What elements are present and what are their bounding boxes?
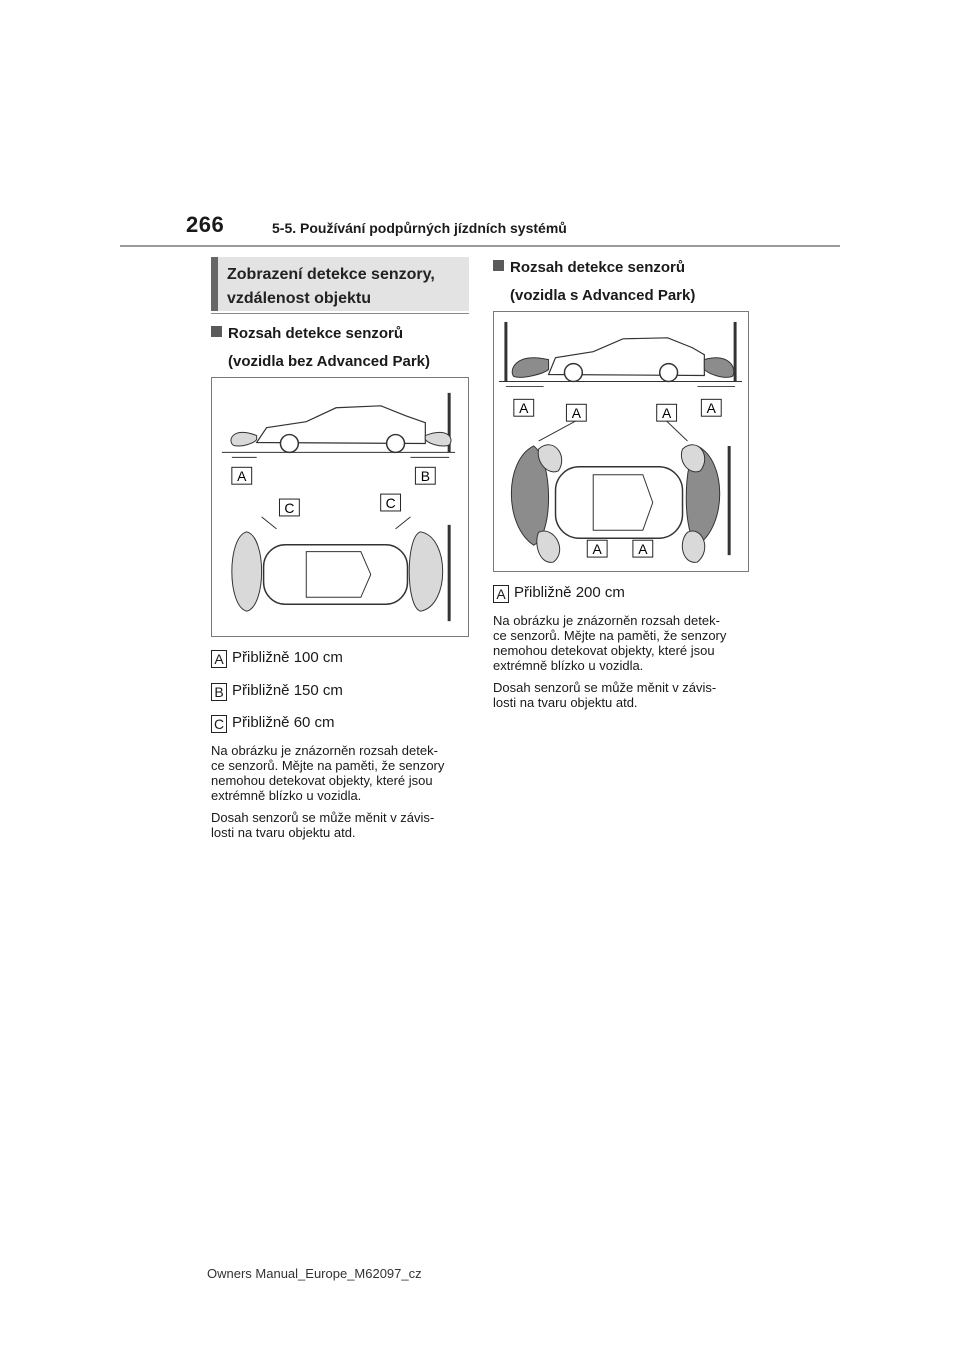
left-subheading: Rozsah detekce senzorů (vozidla bez Advanced Park) bbox=[211, 320, 430, 376]
page-number: 266 bbox=[186, 212, 225, 237]
right-paragraph-1: Na obrázku je znázorněn rozsah detek- ce senzorů. Mějte na paměti, že senzory nemohou detekovat objekty, které jsou extrémně blízko u vozidla. bbox=[493, 613, 727, 673]
fig-label-a2: A bbox=[571, 405, 581, 422]
legend-letter: B bbox=[211, 683, 227, 701]
sensor-range-figure-advanced-park bbox=[493, 311, 749, 572]
legend-item-a-advanced bbox=[493, 583, 625, 603]
legend-text: Přibližně 100 cm bbox=[232, 649, 343, 666]
legend-item-a bbox=[211, 648, 343, 668]
legend-letter: A bbox=[493, 585, 509, 603]
section-box-title bbox=[211, 257, 469, 311]
legend-letter: A bbox=[211, 650, 227, 668]
fig-label-c2: C bbox=[385, 494, 396, 511]
right-paragraph-2: Dosah senzorů se může měnit v závis- losti na tvaru objektu atd. bbox=[493, 680, 717, 710]
fig-label-a4: A bbox=[706, 400, 716, 417]
legend-item-b bbox=[211, 681, 343, 701]
fig-label-a5: A bbox=[592, 541, 602, 558]
box-title-line1: Zobrazení detekce senzory, bbox=[227, 266, 435, 283]
box-title-line2: vzdálenost objektu bbox=[227, 290, 372, 307]
square-bullet-icon bbox=[493, 260, 504, 271]
legend-text: Přibližně 150 cm bbox=[232, 682, 343, 699]
fig-label-a1: A bbox=[519, 400, 529, 417]
box-title-rule bbox=[211, 313, 469, 314]
legend-text: Přibližně 60 cm bbox=[232, 714, 335, 731]
fig-label-a3: A bbox=[662, 405, 672, 422]
left-paragraph-2: Dosah senzorů se může měnit v závis- losti na tvaru objektu atd. bbox=[211, 810, 435, 840]
fig-label-a: A bbox=[237, 468, 247, 485]
left-paragraph-1: Na obrázku je znázorněn rozsah detek- ce senzorů. Mějte na paměti, že senzory nemohou detekovat objekty, které jsou extrémně blízko u vozidla. bbox=[211, 743, 445, 803]
header-rule bbox=[120, 245, 840, 247]
sensor-range-figure-standard bbox=[211, 377, 469, 637]
fig-label-a6: A bbox=[638, 541, 648, 558]
legend-item-c bbox=[211, 713, 335, 733]
square-bullet-icon bbox=[211, 326, 222, 337]
legend-text: Přibližně 200 cm bbox=[514, 584, 625, 601]
section-title: 5-5. Používání podpůrných jízdních systémů bbox=[272, 220, 567, 236]
legend-letter: C bbox=[211, 715, 227, 733]
footer-doc-id: Owners Manual_Europe_M62097_cz bbox=[207, 1266, 422, 1281]
right-subheading: Rozsah detekce senzorů (vozidla s Advanced Park) bbox=[493, 254, 695, 310]
fig-label-c1: C bbox=[284, 499, 295, 516]
fig-label-b: B bbox=[420, 468, 430, 485]
